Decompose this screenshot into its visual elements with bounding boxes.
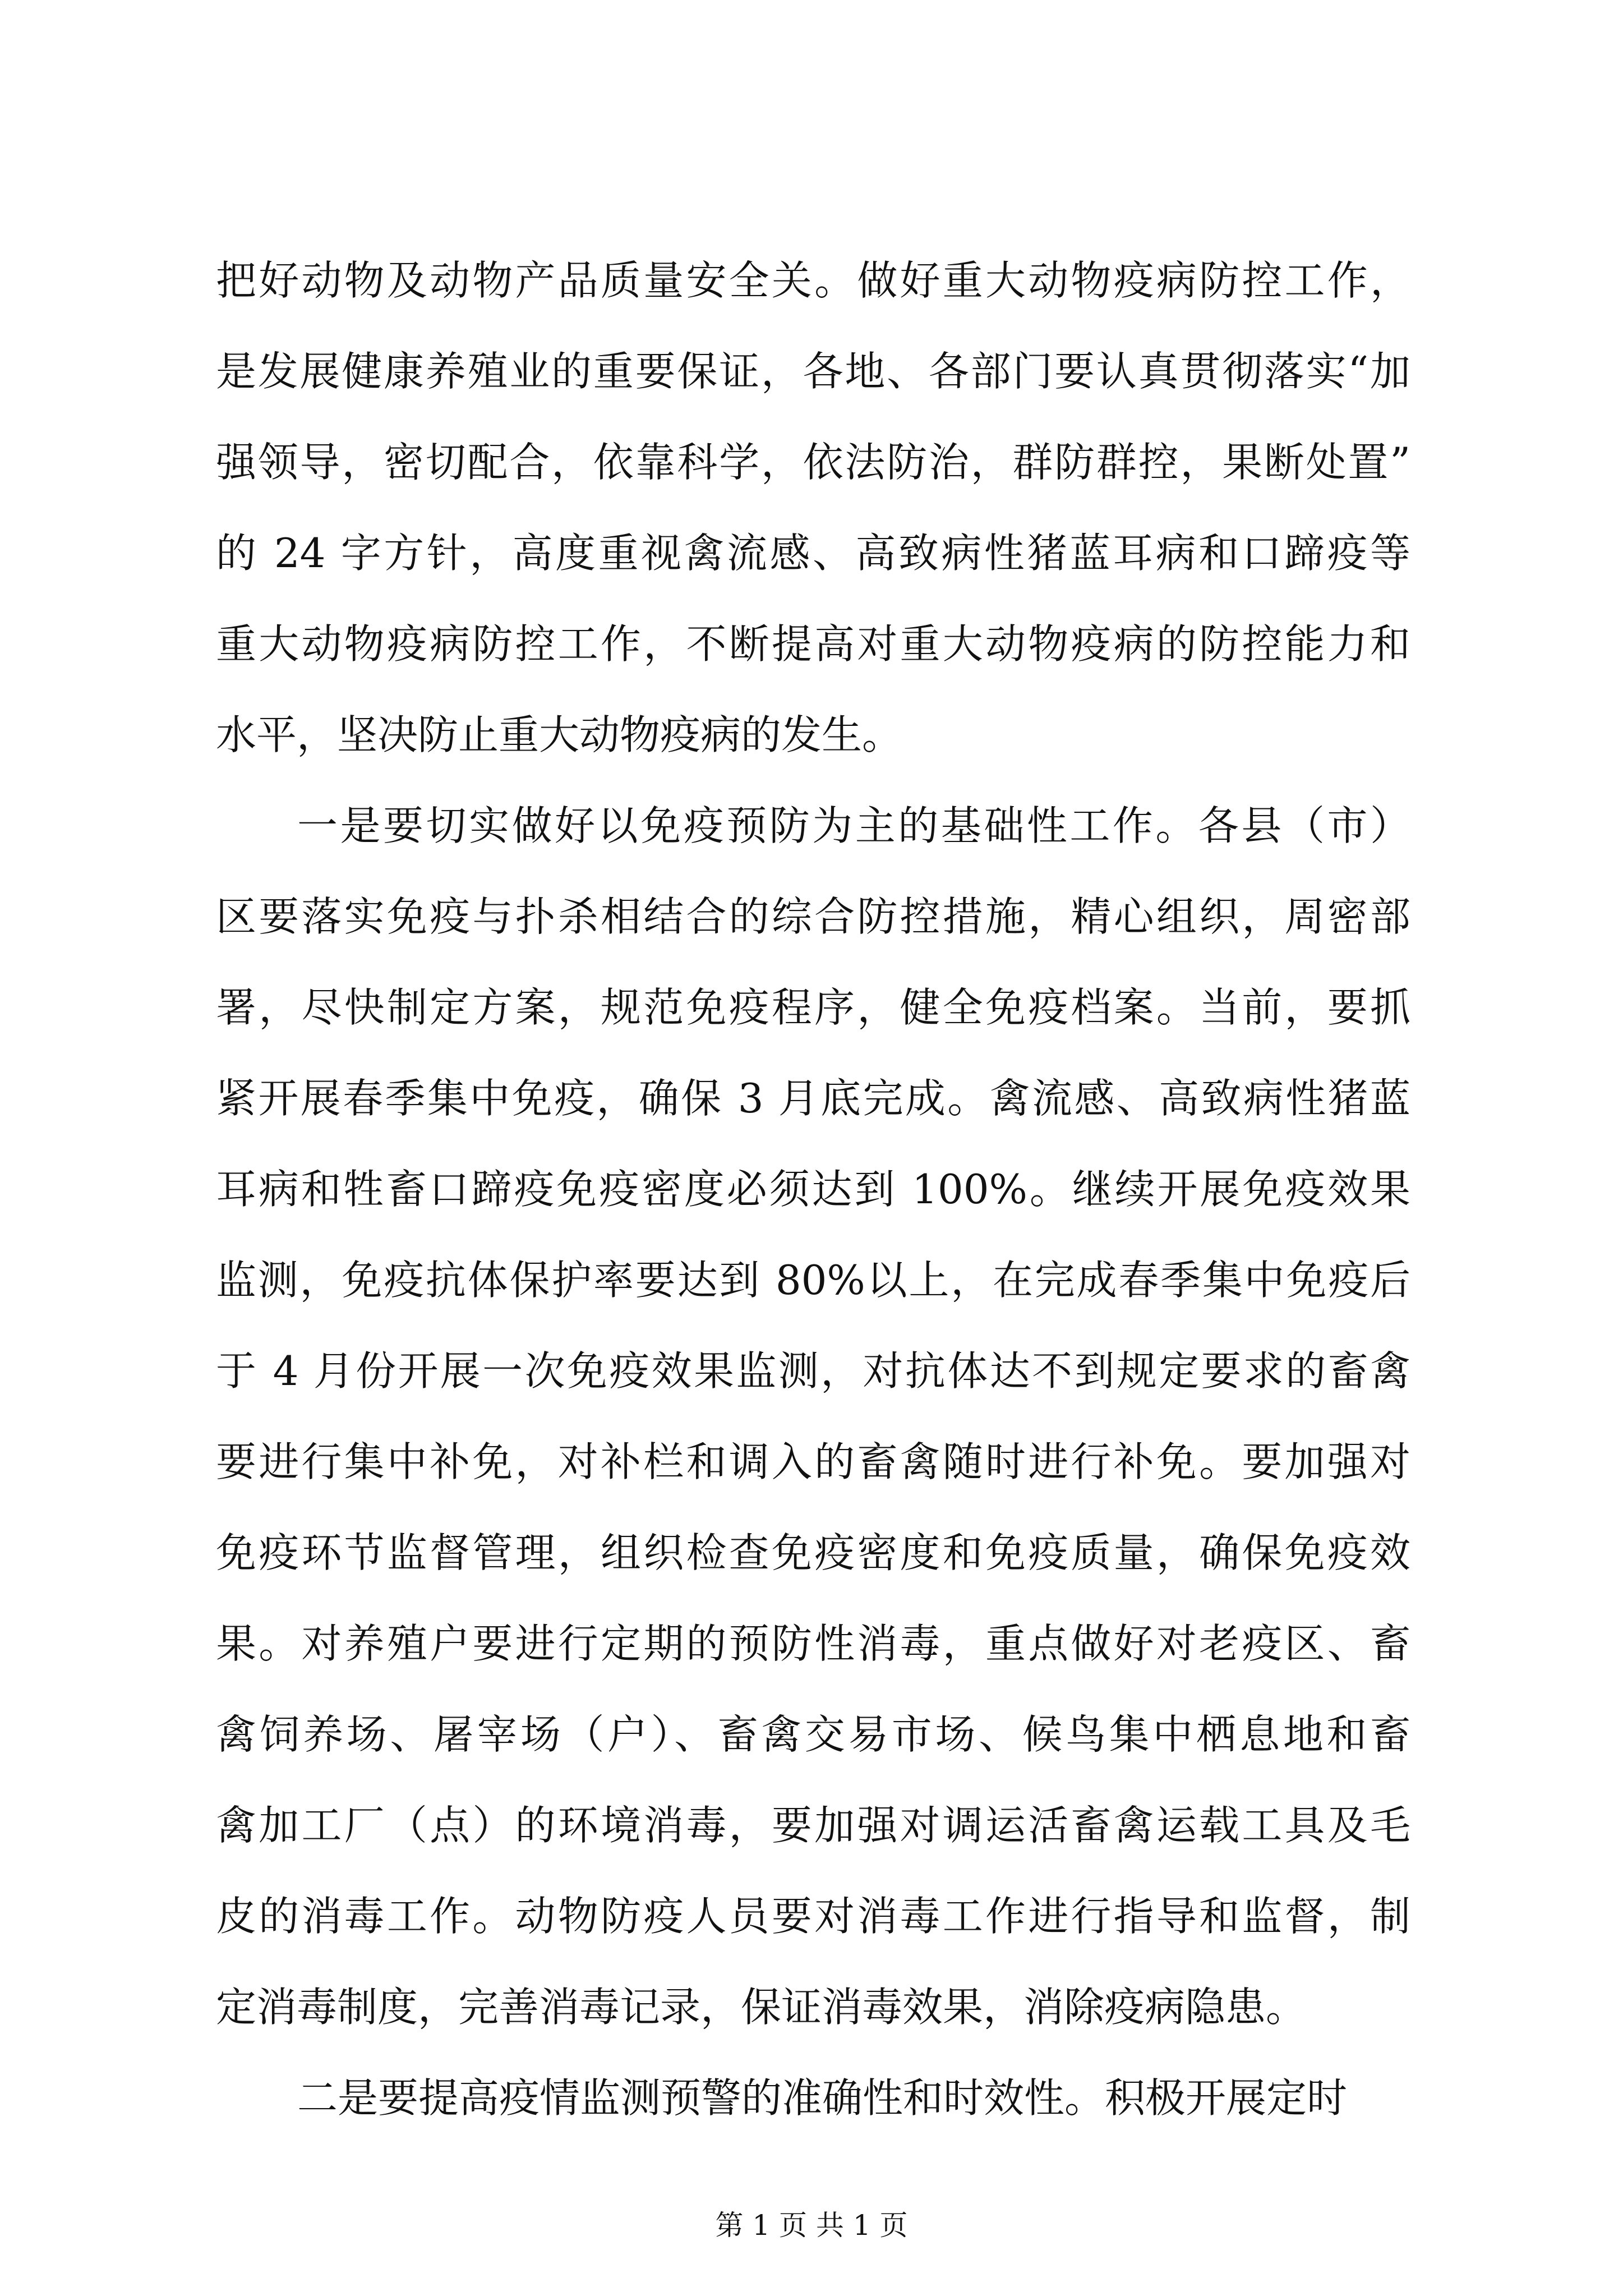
text-line: 监测，免疫抗体保护率要达到 80%以上，在完成春季集中免疫后 — [216, 1257, 1410, 1304]
text-line: 免疫环节监督管理，组织检查免疫密度和免疫质量，确保免疫效 — [216, 1529, 1410, 1576]
text-line: 把好动物及动物产品质量安全关。做好重大动物疫病防控工作， — [216, 257, 1410, 304]
text-line: 水平，坚决防止重大动物疫病的发生。 — [216, 711, 903, 758]
text-line: 皮的消毒工作。动物防疫人员要对消毒工作进行指导和监督，制 — [216, 1893, 1410, 1940]
text-line: 耳病和牲畜口蹄疫免疫密度必须达到 100%。继续开展免疫效果 — [216, 1166, 1410, 1213]
paragraph-first-line: 一是要切实做好以免疫预防为主的基础性工作。各县（市） — [297, 802, 1410, 849]
text-line: 紧开展春季集中免疫，确保 3 月底完成。禽流感、高致病性猪蓝 — [216, 1075, 1410, 1122]
text-line: 是发展健康养殖业的重要保证，各地、各部门要认真贯彻落实“加 — [216, 348, 1410, 395]
text-line: 禽饲养场、屠宰场（户）、畜禽交易市场、候鸟集中栖息地和畜 — [216, 1711, 1410, 1758]
text-line: 署，尽快制定方案，规范免疫程序，健全免疫档案。当前，要抓 — [216, 984, 1410, 1031]
text-line: 禽加工厂（点）的环境消毒，要加强对调运活畜禽运载工具及毛 — [216, 1802, 1410, 1849]
text-line: 强领导，密切配合，依靠科学，依法防治，群防群控，果断处置” — [216, 439, 1410, 486]
paragraph-first-line: 二是要提高疫情监测预警的准确性和时效性。积极开展定时 — [297, 2074, 1348, 2122]
text-line: 的 24 字方针，高度重视禽流感、高致病性猪蓝耳病和口蹄疫等 — [216, 530, 1410, 577]
page-footer: 第 1 页 共 1 页 — [715, 2209, 908, 2242]
text-line: 果。对养殖户要进行定期的预防性消毒，重点做好对老疫区、畜 — [216, 1620, 1410, 1667]
text-line: 重大动物疫病防控工作，不断提高对重大动物疫病的防控能力和 — [216, 620, 1410, 668]
text-line: 区要落实免疫与扑杀相结合的综合防控措施，精心组织，周密部 — [216, 893, 1410, 940]
text-line: 于 4 月份开展一次免疫效果监测，对抗体达不到规定要求的畜禽 — [216, 1347, 1410, 1395]
text-line: 要进行集中补免，对补栏和调入的畜禽随时进行补免。要加强对 — [216, 1438, 1410, 1485]
text-line: 定消毒制度，完善消毒记录，保证消毒效果，消除疫病隐患。 — [216, 1984, 1307, 2031]
